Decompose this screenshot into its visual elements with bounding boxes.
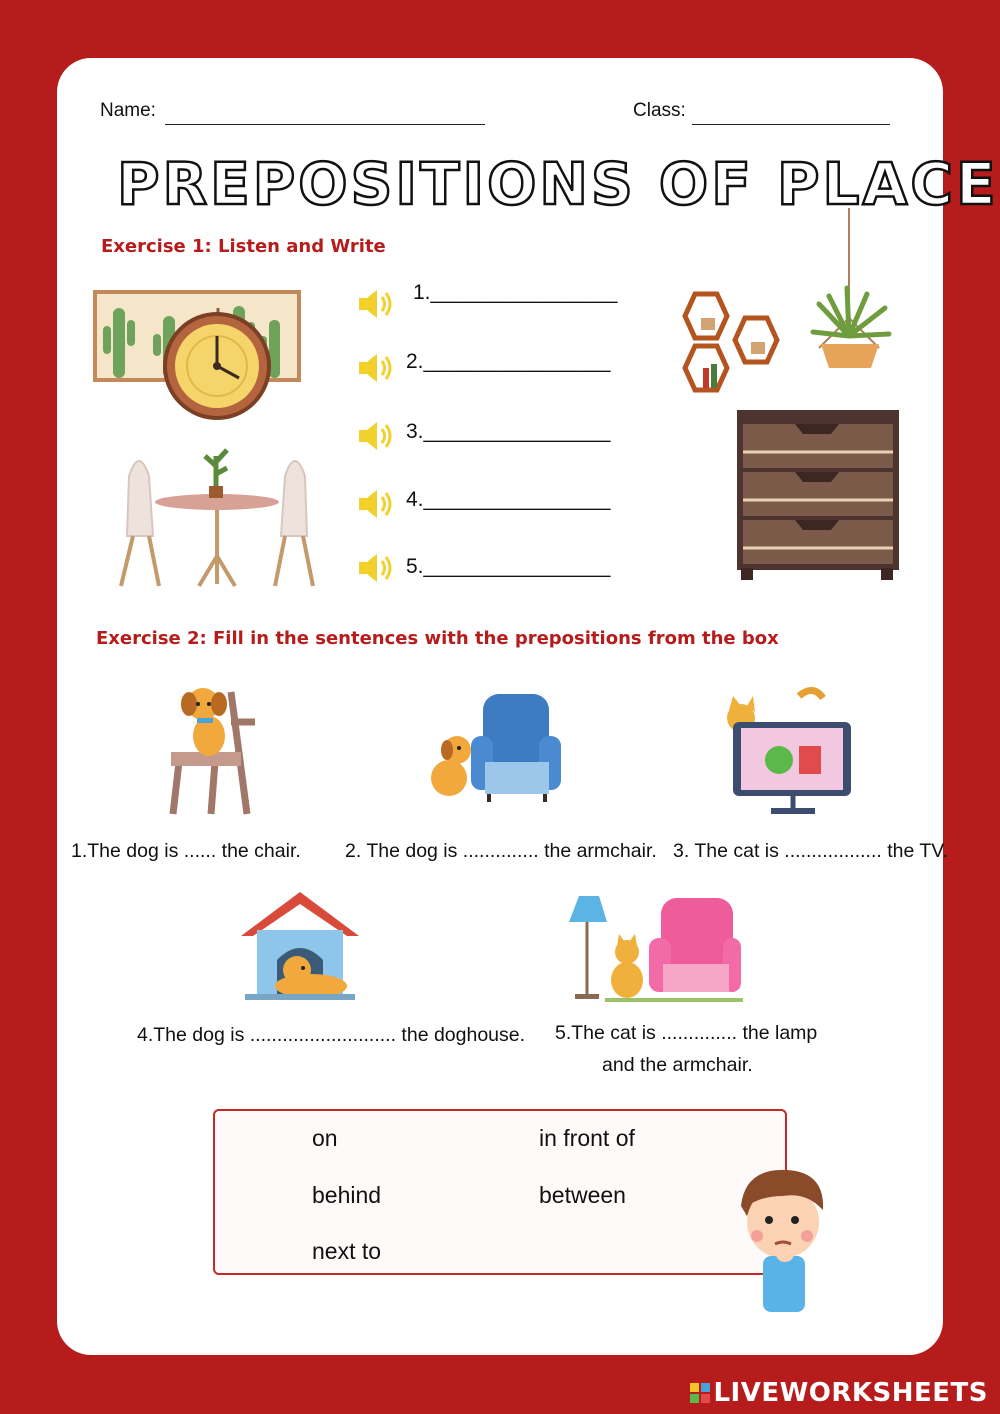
dog-armchair-picture bbox=[419, 692, 567, 804]
sentence-2: 2. The dog is .............. the armchair. bbox=[345, 840, 657, 862]
table-chairs-picture bbox=[119, 436, 315, 588]
word-between[interactable]: between bbox=[539, 1182, 626, 1208]
speaker-icon[interactable] bbox=[355, 548, 395, 588]
wall-clock-picture bbox=[93, 286, 305, 434]
cat-lamp-armchair-picture bbox=[565, 892, 743, 1004]
page-title: PREPOSITIONS OF PLACE bbox=[117, 150, 999, 218]
speaker-icon[interactable] bbox=[355, 348, 395, 388]
word-next-to[interactable]: next to bbox=[312, 1238, 382, 1264]
word-in-front-of[interactable]: in front of bbox=[539, 1125, 635, 1151]
word-box bbox=[213, 1109, 787, 1275]
dog-on-chair-picture bbox=[165, 682, 265, 818]
answer-line-4[interactable]: 4.________________ bbox=[406, 488, 611, 511]
cat-tv-picture bbox=[719, 684, 853, 820]
sentence-3: 3. The cat is .................. the TV. bbox=[673, 840, 948, 862]
thinking-boy-picture bbox=[735, 1166, 831, 1312]
sentence-5: 5.The cat is .............. the lamp bbox=[555, 1022, 818, 1044]
worksheet-page bbox=[57, 58, 999, 1355]
answer-line-5[interactable]: 5.________________ bbox=[406, 555, 611, 578]
name-field[interactable] bbox=[165, 124, 485, 125]
name-label: Name: bbox=[100, 100, 156, 121]
dog-doghouse-picture bbox=[239, 890, 361, 1004]
brand-text: LIVEWORKSHEETS bbox=[713, 1378, 988, 1408]
answer-line-3[interactable]: 3.________________ bbox=[406, 420, 611, 443]
speaker-icon[interactable] bbox=[355, 284, 395, 324]
speaker-icon[interactable] bbox=[355, 484, 395, 524]
drawers-picture bbox=[735, 408, 901, 586]
liveworksheets-logo bbox=[690, 1378, 988, 1408]
hanging-plant-picture bbox=[809, 208, 893, 404]
answer-line-1[interactable]: 1.________________ bbox=[413, 281, 618, 304]
answer-line-2[interactable]: 2.________________ bbox=[406, 350, 611, 373]
word-behind[interactable]: behind bbox=[312, 1182, 382, 1208]
sentence-1: 1.The dog is ...... the chair. bbox=[71, 840, 301, 862]
class-field[interactable] bbox=[692, 124, 890, 125]
speaker-icon[interactable] bbox=[355, 416, 395, 456]
hexagon-shelves-picture bbox=[677, 284, 797, 400]
exercise2-heading: Exercise 2: Fill in the sentences with the prepositions from the box bbox=[96, 628, 779, 649]
sentence-4: 4.The dog is ........................... the doghouse. bbox=[137, 1024, 526, 1046]
liveworksheets-icon bbox=[690, 1383, 710, 1403]
class-label: Class: bbox=[633, 100, 686, 121]
word-on[interactable]: on bbox=[312, 1125, 338, 1151]
sentence-5-continued: and the armchair. bbox=[602, 1054, 753, 1076]
exercise1-heading: Exercise 1: Listen and Write bbox=[101, 236, 386, 257]
